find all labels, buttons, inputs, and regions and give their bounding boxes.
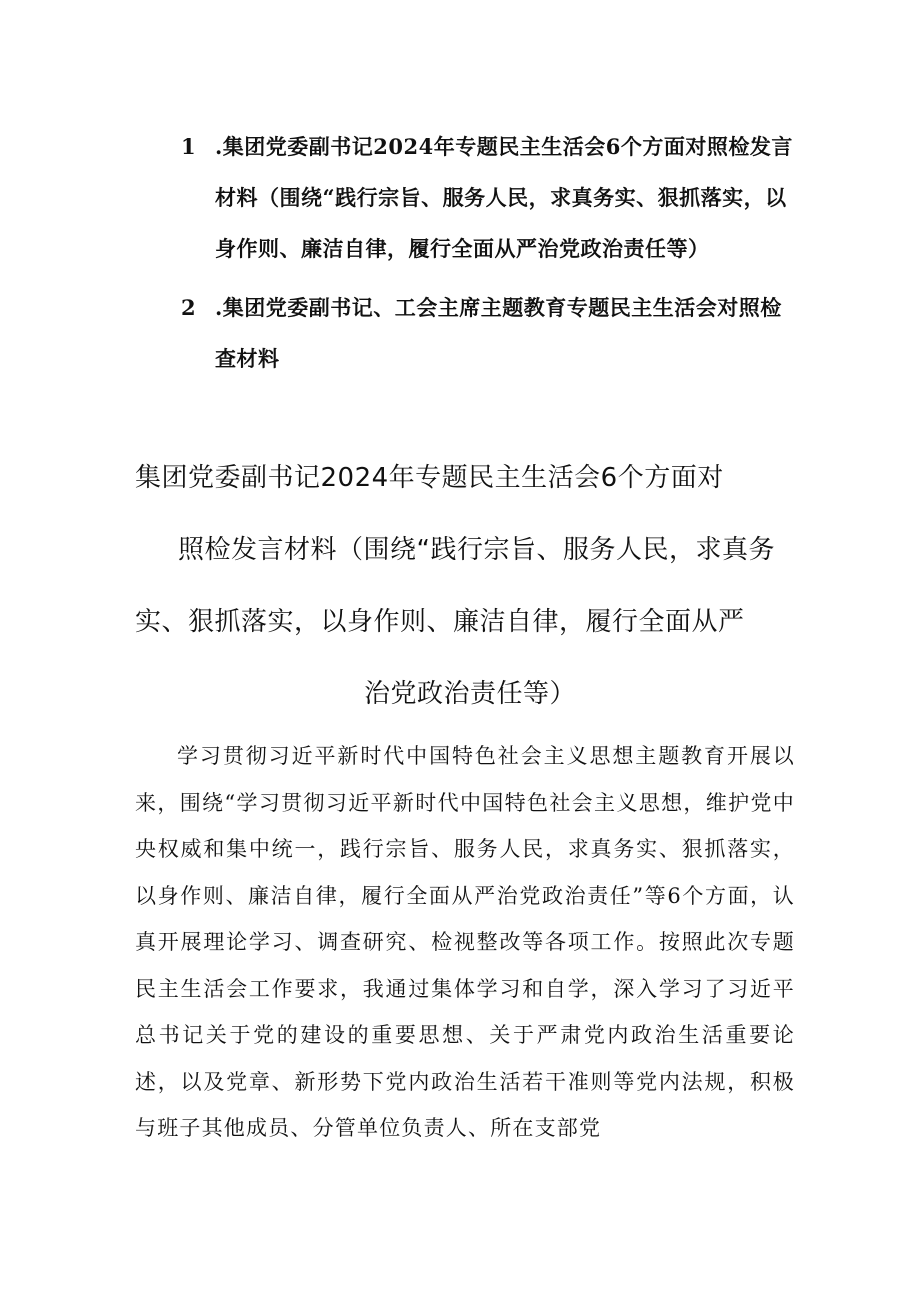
- toc-item-number: 1: [181, 134, 197, 159]
- toc-item[interactable]: [135, 282, 800, 384]
- title-line: 集团党委副书记2024年专题民主生活会6个方面对: [135, 463, 724, 493]
- toc-item[interactable]: [135, 121, 800, 274]
- body-paragraph: 学习贯彻习近平新时代中国特色社会主义思想主题教育开展以来，围绕“学习贯彻习近平新时代中国特色社会主义思想，维护党中央权威和集中统一，践行宗旨、服务人民，求真务实、狠抓落实，以身作则、廉洁自律，履行全面从严治党政治责任”等6个方面，认真开展理论学习、调查研究、检视整改等各项工作。按照此次专题民主生活会工作要求，我通过集体学习和自学，深入学习了习近平总书记关于党的建设的重要思想、关于严肃党内政治生活重要论述，以及党章、新形势下党内政治生活若干准则等党内法规，积极与班子其他成员、分管单位负责人、所在支部党: [135, 744, 795, 1140]
- title-line: 照检发言材料（围绕“践行宗旨、服务人民，求真务: [178, 535, 775, 565]
- title-line: 实、狠抓落实，以身作则、廉洁自律，履行全面从严: [135, 607, 745, 637]
- title-line: 治党政治责任等）: [364, 679, 577, 709]
- table-of-contents: [135, 121, 800, 384]
- toc-item-text: .集团党委副书记2024年专题民主生活会6个方面对照检发言材料（围绕“践行宗旨、服务人民，求真务实、狠抓落实，以身作则、廉洁自律，履行全面从严治党政治责任等）: [215, 134, 793, 261]
- document-title: [135, 452, 800, 740]
- toc-item-number: 2: [181, 295, 197, 320]
- toc-item-text: .集团党委副书记、工会主席主题教育专题民主生活会对照检查材料: [215, 295, 782, 371]
